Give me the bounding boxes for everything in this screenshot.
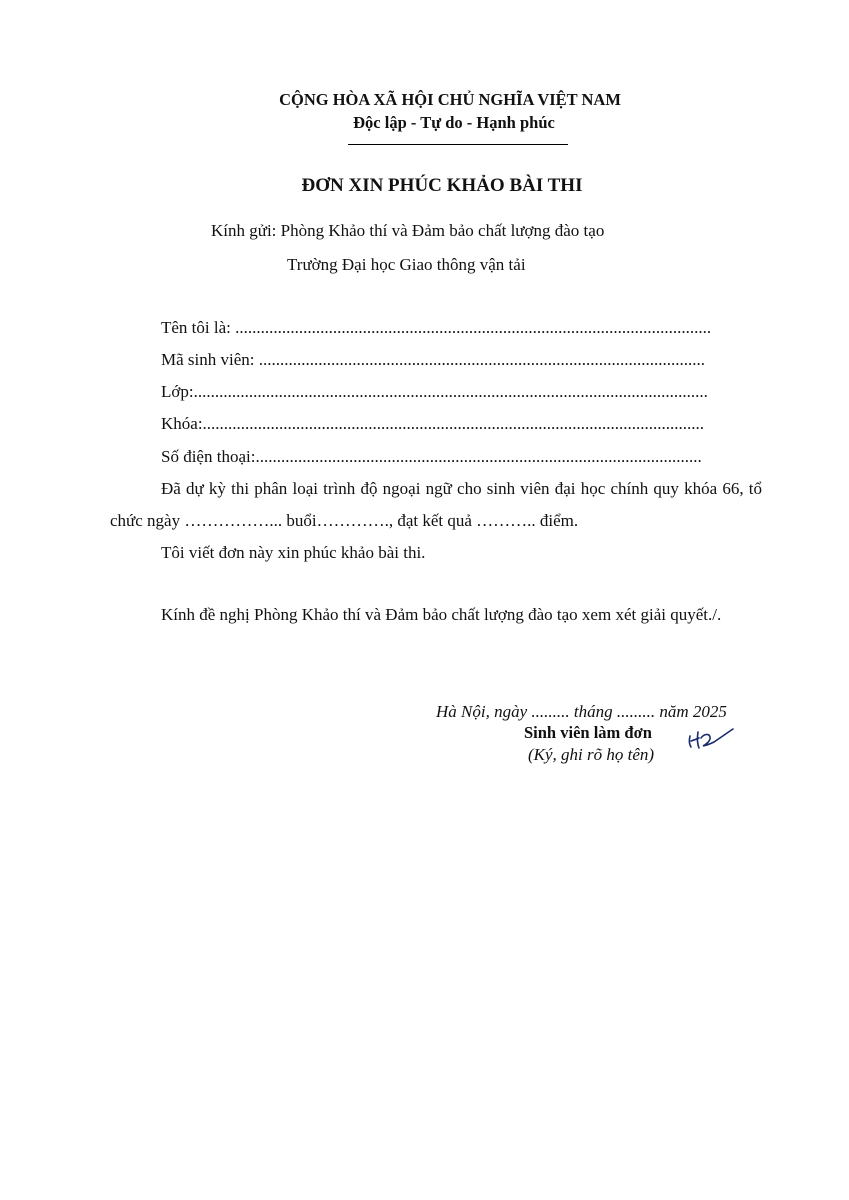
signer-role: Sinh viên làm đơn	[524, 723, 652, 742]
signature-instruction: (Ký, ghi rõ họ tên)	[528, 745, 655, 764]
field-cohort: Khóa:......................................................................................................................	[161, 414, 705, 433]
recipient-line-1: Kính gửi: Phòng Khảo thí và Đảm bảo chất lượng đào tạo	[211, 221, 605, 240]
field-name: Tên tôi là: ................................................................................................................	[161, 318, 712, 337]
document-title: ĐƠN XIN PHÚC KHẢO BÀI THI	[301, 175, 583, 196]
header-divider	[348, 144, 568, 145]
field-student-id: Mã sinh viên: .........................................................................................................	[161, 350, 705, 369]
field-class: Lớp:.........................................................................................................................	[161, 382, 708, 401]
request-statement: Tôi viết đơn này xin phúc khảo bài thi.	[161, 543, 426, 562]
closing-request: Kính đề nghị Phòng Khảo thí và Đảm bảo chất lượng đào tạo xem xét giải quyết./.	[161, 605, 722, 624]
handwritten-signature	[684, 724, 738, 754]
place-and-date: Hà Nội, ngày ......... tháng ......... năm 2025	[436, 702, 727, 721]
national-title: CỘNG HÒA XÃ HỘI CHỦ NGHĨA VIỆT NAM	[279, 90, 621, 109]
exam-statement: Đã dự kỳ thi phân loại trình độ ngoại ngữ cho sinh viên đại học chính quy khóa 66, tổ chức ngày ……………... buổi…………., đạt kết quả ……….. điểm.	[110, 479, 762, 530]
national-motto: Độc lập - Tự do - Hạnh phúc	[353, 113, 555, 132]
recipient-line-2: Trường Đại học Giao thông vận tải	[287, 255, 526, 274]
field-phone: Số điện thoại:.........................................................................................................	[161, 447, 702, 466]
